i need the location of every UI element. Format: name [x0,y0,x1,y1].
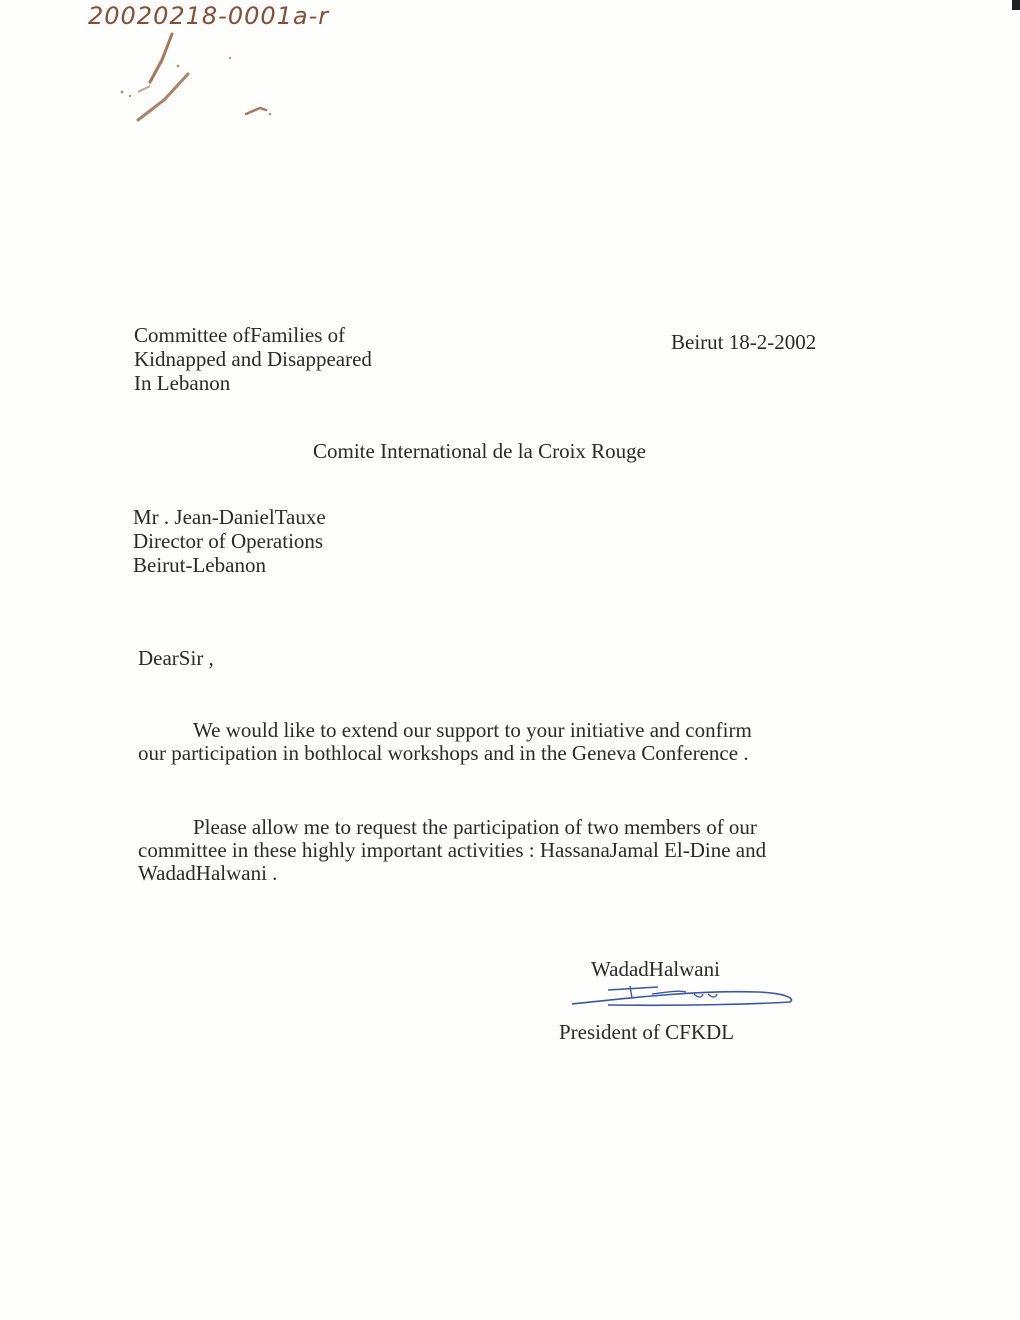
handwritten-reference-number: 20020218-0001a-r [88,2,330,30]
paragraph-2-line-1: Please allow me to request the participation of two members of our [193,815,757,839]
paragraph-2-line-3: WadadHalwani . [138,861,278,885]
body-paragraph-1 [138,719,752,765]
letter-date: Beirut 18-2-2002 [671,330,817,354]
sender-line-2: Kidnapped and Disappeared [134,347,372,371]
recipient-name: Mr . Jean-DanielTauxe [133,505,326,529]
paragraph-1-line-1: We would like to extend our support to your initiative and confirm [193,718,752,742]
ink-stain-marks [110,30,290,140]
signatory-name: WadadHalwani [591,957,720,981]
paragraph-1-line-2: our participation in bothlocal workshops and in the Geneva Conference . [138,741,749,765]
body-paragraph-2 [138,816,766,885]
sender-line-3: In Lebanon [134,371,231,395]
salutation: DearSir , [138,646,214,670]
recipient-title: Director of Operations [133,529,324,553]
recipient-address [133,506,326,578]
scan-edge-mark [1012,0,1020,10]
signatory-title: President of CFKDL [559,1020,734,1044]
sender-letterhead [134,324,372,396]
handwritten-signature [568,976,798,1016]
paragraph-2-line-2: committee in these highly important activities : HassanaJamal El-Dine and [138,838,767,862]
sender-line-1: Committee ofFamilies of [134,323,346,347]
recipient-location: Beirut-Lebanon [133,553,266,577]
recipient-institution: Comite International de la Croix Rouge [313,439,647,463]
